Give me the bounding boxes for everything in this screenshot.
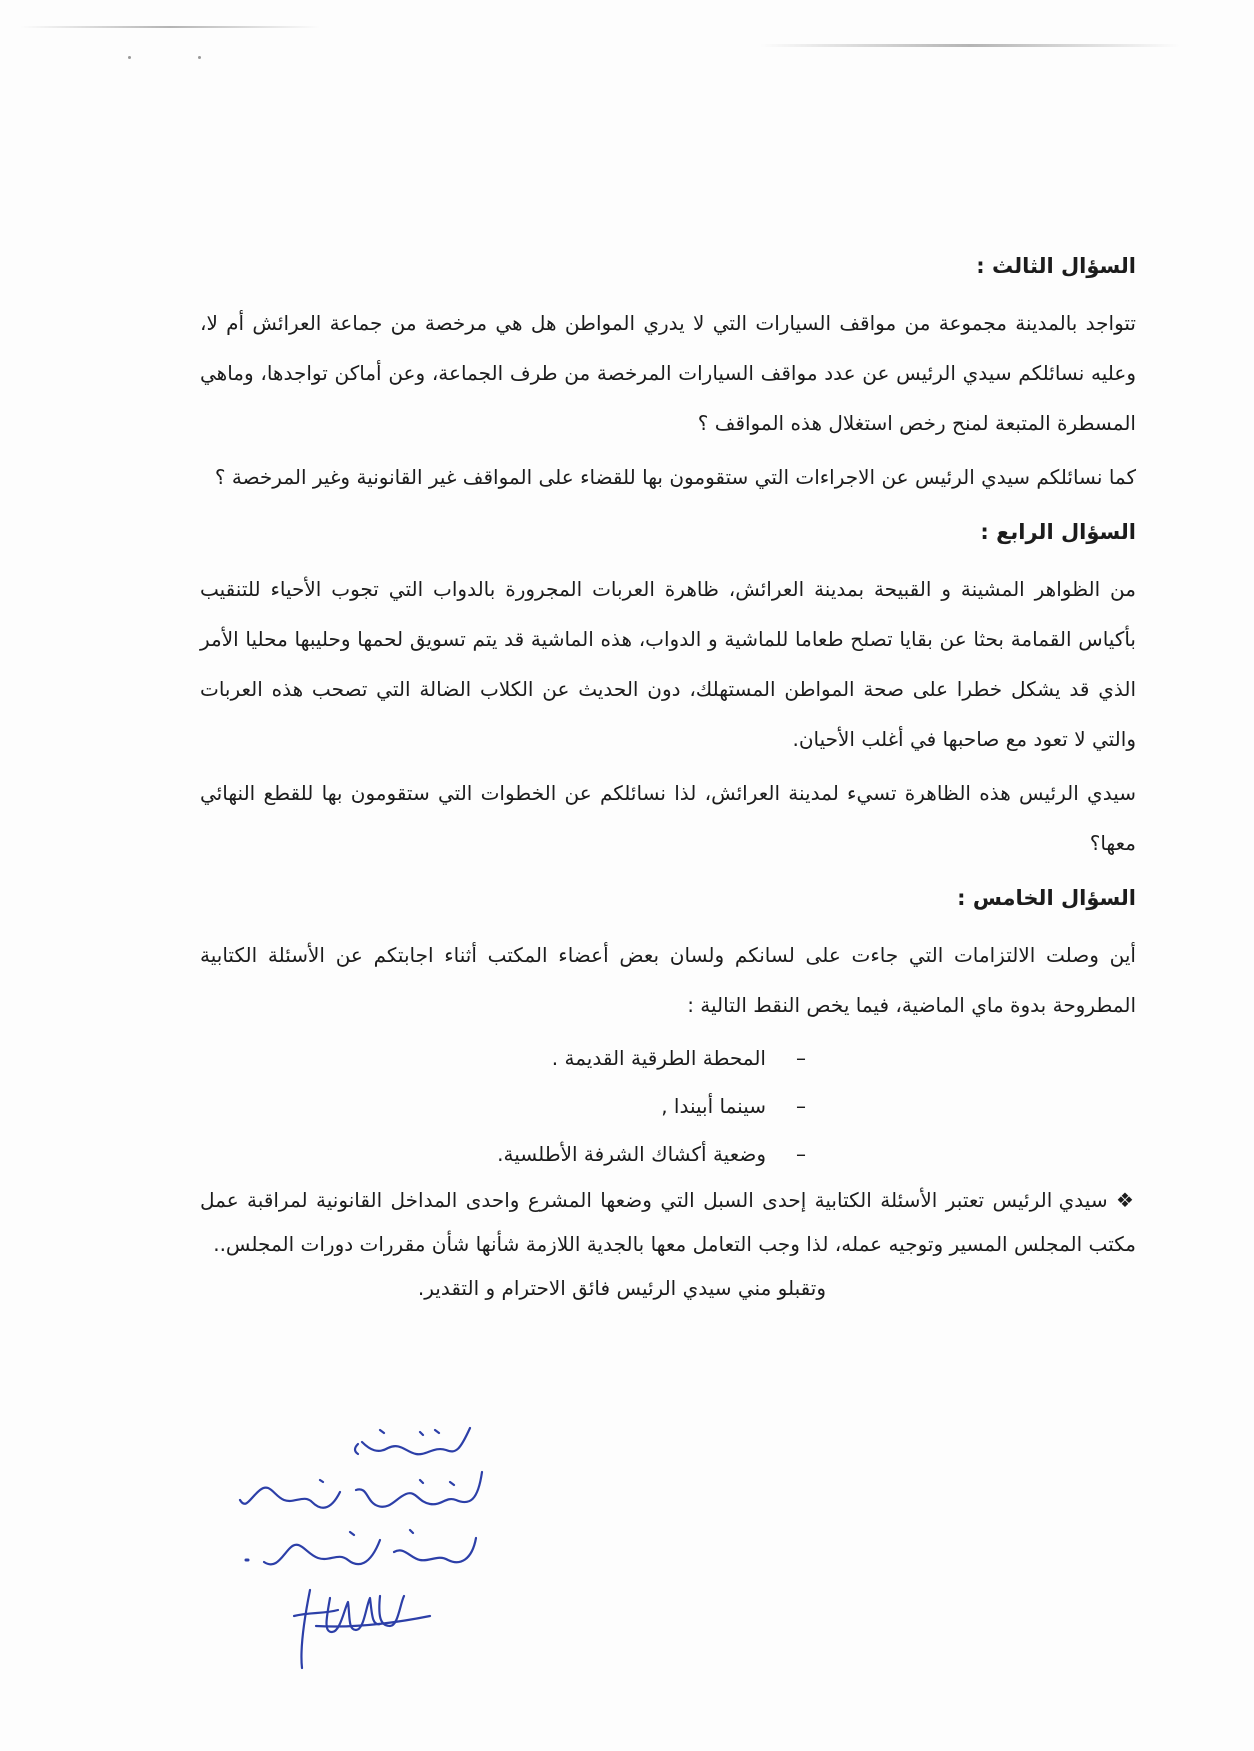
scan-artifact xyxy=(760,44,1180,47)
diamond-bullet-icon: ❖ xyxy=(1116,1188,1136,1212)
list-item: –المحطة الطرقية القديمة . xyxy=(200,1034,806,1082)
dash-marker: – xyxy=(796,1094,806,1118)
bullet-paragraph: ❖ سيدي الرئيس تعتبر الأسئلة الكتابية إحدى السبل التي وضعها المشرع واحدى المداخل القانونية لمراقبة عمل مكتب المجلس المسير وتوجيه عمله، لذا وجب التعامل معها بالجدية اللازمة شأنها شأن مقررات دورات المجلس.. xyxy=(200,1188,1136,1256)
letter-body xyxy=(200,250,1136,1306)
list-item: –وضعية أكشاك الشرفة الأطلسية. xyxy=(200,1130,806,1178)
section-fifth-paragraph-1: أين وصلت الالتزامات التي جاءت على لسانكم ولسان بعض أعضاء المكتب أثناء اجابتكم عن الأسئلة الكتابية المطروحة بدوة ماي الماضية، فيما يخص النقط التالية : xyxy=(200,943,1136,1017)
section-third-paragraph-2: كما نسائلكم سيدي الرئيس عن الاجراءات التي ستقومون بها للقضاء على المواقف غير القانونية وغير المرخصة ؟ xyxy=(214,465,1136,489)
dash-marker: – xyxy=(796,1046,806,1070)
scan-artifact xyxy=(20,26,320,28)
section-fourth-paragraph-2: سيدي الرئيس هذه الظاهرة تسيء لمدينة العرائش، لذا نسائلكم عن الخطوات التي ستقومون بها للقطع النهائي معها؟ xyxy=(200,781,1136,855)
points-list xyxy=(200,1034,1136,1178)
scan-speck xyxy=(198,56,201,59)
scan-speck xyxy=(128,56,131,59)
section-fourth-paragraph-1: من الظواهر المشينة و القبيحة بمدينة العرائش، ظاهرة العربات المجرورة بالدواب التي تجوب الأحياء للتنقيب بأكياس القمامة بحثا عن بقايا تصلح طعاما للماشية و الدواب، هذه الماشية قد يتم تسويق لحمها وحليبها محليا الأمر الذي قد يشكل خطرا على صحة المواطن المستهلك، دون الحديث عن الكلاب الضالة التي تصحب هذه العربات والتي لا تعود مع صاحبها في أغلب الأحيان. xyxy=(200,577,1136,751)
section-third-paragraph-1: تتواجد بالمدينة مجموعة من مواقف السيارات التي لا يدري المواطن هل هي مرخصة من جماعة العرائش أم لا، وعليه نسائلكم سيدي الرئيس عن عدد مواقف السيارات المرخصة من طرف الجماعة، وعن أماكن تواجدها، وماهي المسطرة المتبعة لمنح رخص استغلال هذه المواقف ؟ xyxy=(200,311,1136,435)
handwritten-signature xyxy=(220,1420,520,1680)
dash-marker: – xyxy=(796,1142,806,1166)
section-heading-fifth: السؤال الخامس : xyxy=(957,886,1136,910)
section-heading-third: السؤال الثالث : xyxy=(976,254,1136,278)
list-item: –سينما أبيندا , xyxy=(200,1082,806,1130)
closing-line: وتقبلو مني سيدي الرئيس فائق الاحترام و التقدير. xyxy=(417,1276,826,1300)
section-heading-fourth: السؤال الرابع : xyxy=(980,520,1136,544)
